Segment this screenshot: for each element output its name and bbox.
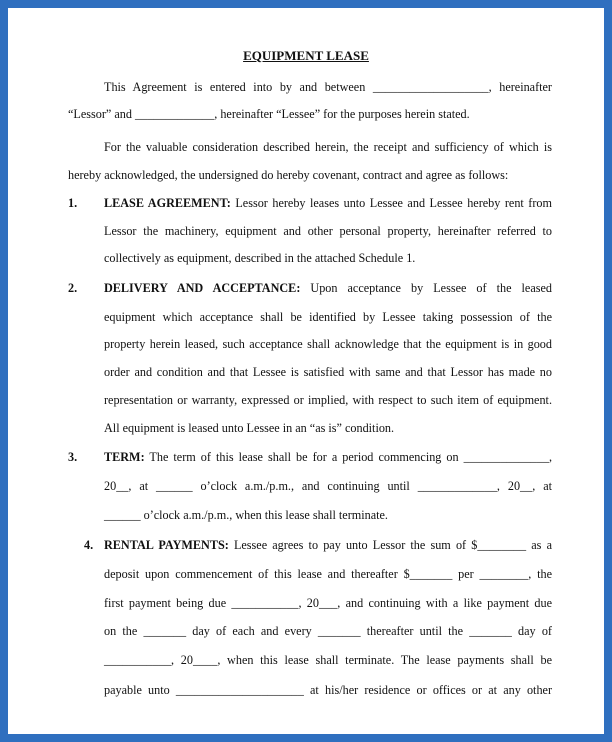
section-1-line: collectively as equipment, described in the attached Schedule 1. — [104, 251, 416, 265]
section-1-line: Lessor the machinery, equipment and other personal property, hereinafter referred to — [104, 224, 552, 238]
section-4-line: first payment being due ___________, 20___, and continuing with a like payment due — [104, 596, 552, 610]
intro-line: hereby acknowledged, the undersigned do hereby covenant, contract and agree as follows: — [68, 168, 509, 182]
section-2-line: property herein leased, such acceptance shall acknowledge that the equipment is in good — [104, 337, 552, 351]
section-2-number: 2. — [68, 281, 78, 295]
section-2-line: representation or warranty, expressed or implied, with respect to such item of equipment. — [104, 393, 552, 407]
section-2-line: order and condition and that Lessee is satisfied with same and that Lessor has made no — [104, 365, 552, 379]
section-3-heading: TERM: — [104, 450, 145, 464]
section-3-first-line — [104, 450, 552, 464]
section-1-heading: LEASE AGREEMENT: — [104, 196, 231, 210]
section-1-first-line — [104, 196, 552, 210]
section-2-line: equipment which acceptance shall be identified by Lessee taking possession of the — [104, 310, 552, 324]
section-4-first-line — [104, 538, 552, 552]
section-4-line: on the _______ day of each and every _______ thereafter until the _______ day of — [104, 624, 552, 638]
section-3-line: 20__, at ______ o’clock a.m./p.m., and continuing until _____________, 20__, at — [104, 479, 552, 493]
section-2-heading: DELIVERY AND ACCEPTANCE: — [104, 281, 301, 295]
section-2-line: All equipment is leased unto Lessee in an “as is” condition. — [104, 421, 395, 435]
intro-line: This Agreement is entered into by and between ___________________, hereinafter — [104, 80, 552, 94]
section-4-line: payable unto _____________________ at his/her residence or offices or at any other — [104, 683, 552, 697]
section-1-text: Lessor hereby leases unto Lessee and Lessee hereby rent from — [230, 196, 552, 210]
intro-line: For the valuable consideration described herein, the receipt and sufficiency of which is — [104, 140, 552, 154]
section-4-text: Lessee agrees to pay unto Lessor the sum of $________ as a — [228, 538, 552, 552]
section-4-line: deposit upon commencement of this lease and thereafter $_______ per ________, the — [104, 567, 552, 581]
intro-line: “Lessor” and _____________, hereinafter “Lessee” for the purposes herein stated. — [68, 107, 470, 121]
section-4-number: 4. — [84, 538, 94, 552]
document-title: EQUIPMENT LEASE — [243, 48, 369, 63]
section-3-line: ______ o’clock a.m./p.m., when this lease shall terminate. — [104, 508, 388, 522]
section-2-text: Upon acceptance by Lessee of the leased — [300, 281, 552, 295]
section-1-number: 1. — [68, 196, 78, 210]
section-3-text: The term of this lease shall be for a period commencing on ______________, — [144, 450, 552, 464]
section-3-number: 3. — [68, 450, 78, 464]
section-2-first-line — [104, 281, 552, 295]
section-4-line: ___________, 20____, when this lease shall terminate. The lease payments shall be — [104, 653, 552, 667]
document-page — [8, 8, 604, 734]
section-4-heading: RENTAL PAYMENTS: — [104, 538, 229, 552]
